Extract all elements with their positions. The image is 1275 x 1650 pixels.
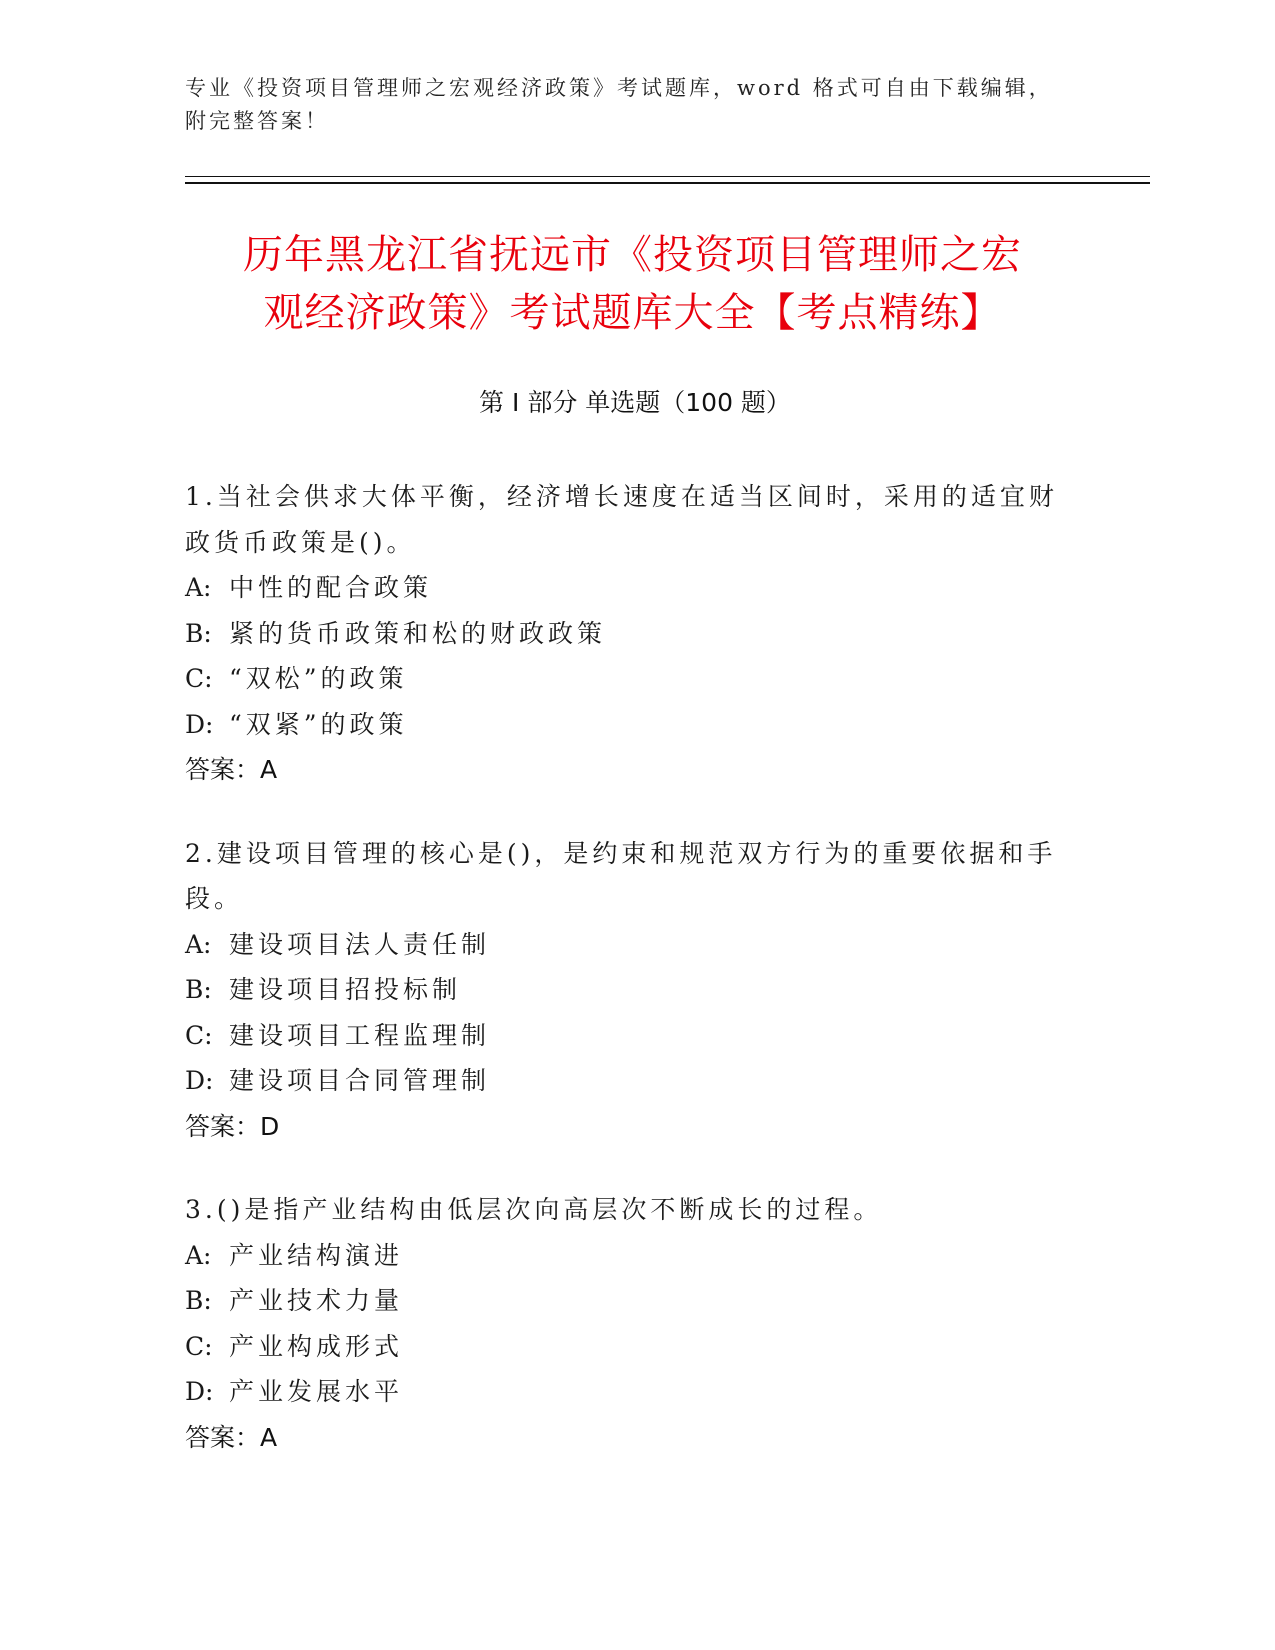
option-text: 产业构成形式	[229, 1331, 404, 1361]
question-stem: 1.当社会供求大体平衡，经济增长速度在适当区间时，采用的适宜财政货币政策是()。	[185, 482, 1058, 557]
question-stem: 3.()是指产业结构由低层次向高层次不断成长的过程。	[185, 1195, 883, 1224]
option-text: 建设项目合同管理制	[229, 1066, 491, 1095]
option-d	[185, 702, 1065, 748]
option-key: C:	[185, 664, 213, 693]
option-text: 紧的货币政策和松的财政政策	[229, 618, 607, 648]
header-note: 专业《投资项目管理师之宏观经济政策》考试题库，word 格式可自由下载编辑，附完整答案！	[185, 76, 1053, 133]
question-stem: 2.建设项目管理的核心是()，是约束和规范双方行为的重要依据和手段。	[185, 838, 1057, 913]
option-b	[185, 611, 1065, 657]
option-key: D:	[185, 1066, 214, 1095]
question-3	[185, 1187, 1065, 1460]
option-a	[185, 1233, 1065, 1279]
option-key: B:	[185, 1286, 212, 1315]
option-b	[185, 967, 1065, 1013]
option-key: B:	[185, 975, 212, 1004]
title-line-1: 历年黑龙江省抚远市《投资项目管理师之宏	[243, 232, 1022, 278]
option-text: 建设项目招投标制	[229, 975, 462, 1004]
option-text: 产业发展水平	[229, 1377, 404, 1406]
answer: 答案：A	[185, 755, 278, 784]
option-text: 中性的配合政策	[229, 573, 433, 602]
option-key: A:	[185, 1240, 212, 1270]
option-a	[185, 922, 1065, 968]
option-c	[185, 1013, 1065, 1059]
document-title	[185, 226, 1080, 342]
answer: 答案：D	[185, 1111, 280, 1141]
option-key: B:	[185, 618, 212, 648]
option-key: D:	[185, 709, 214, 739]
option-text: “双松”的政策	[229, 664, 408, 693]
question-1	[185, 474, 1065, 793]
answer: 答案：A	[185, 1422, 278, 1452]
option-text: 建设项目法人责任制	[229, 929, 491, 959]
option-text: “双紧”的政策	[229, 709, 408, 739]
option-d	[185, 1058, 1065, 1104]
option-key: D:	[185, 1377, 214, 1406]
option-c	[185, 1324, 1065, 1370]
section-title: 第 I 部分 单选题（100 题）	[479, 388, 791, 417]
option-d	[185, 1369, 1065, 1415]
title-line-2: 观经济政策》考试题库大全【考点精练】	[263, 290, 1002, 336]
option-c	[185, 656, 1065, 702]
header-divider-thick	[185, 182, 1150, 184]
question-list	[185, 474, 1065, 1498]
option-key: A:	[185, 929, 212, 959]
option-key: C:	[185, 1020, 213, 1050]
option-a	[185, 565, 1065, 611]
option-b	[185, 1278, 1065, 1324]
header-divider-thin	[185, 176, 1150, 177]
option-text: 产业技术力量	[229, 1286, 404, 1315]
option-text: 建设项目工程监理制	[229, 1020, 491, 1050]
option-key: C:	[185, 1331, 213, 1361]
option-text: 产业结构演进	[229, 1240, 404, 1270]
question-2	[185, 831, 1065, 1150]
option-key: A:	[185, 573, 212, 602]
